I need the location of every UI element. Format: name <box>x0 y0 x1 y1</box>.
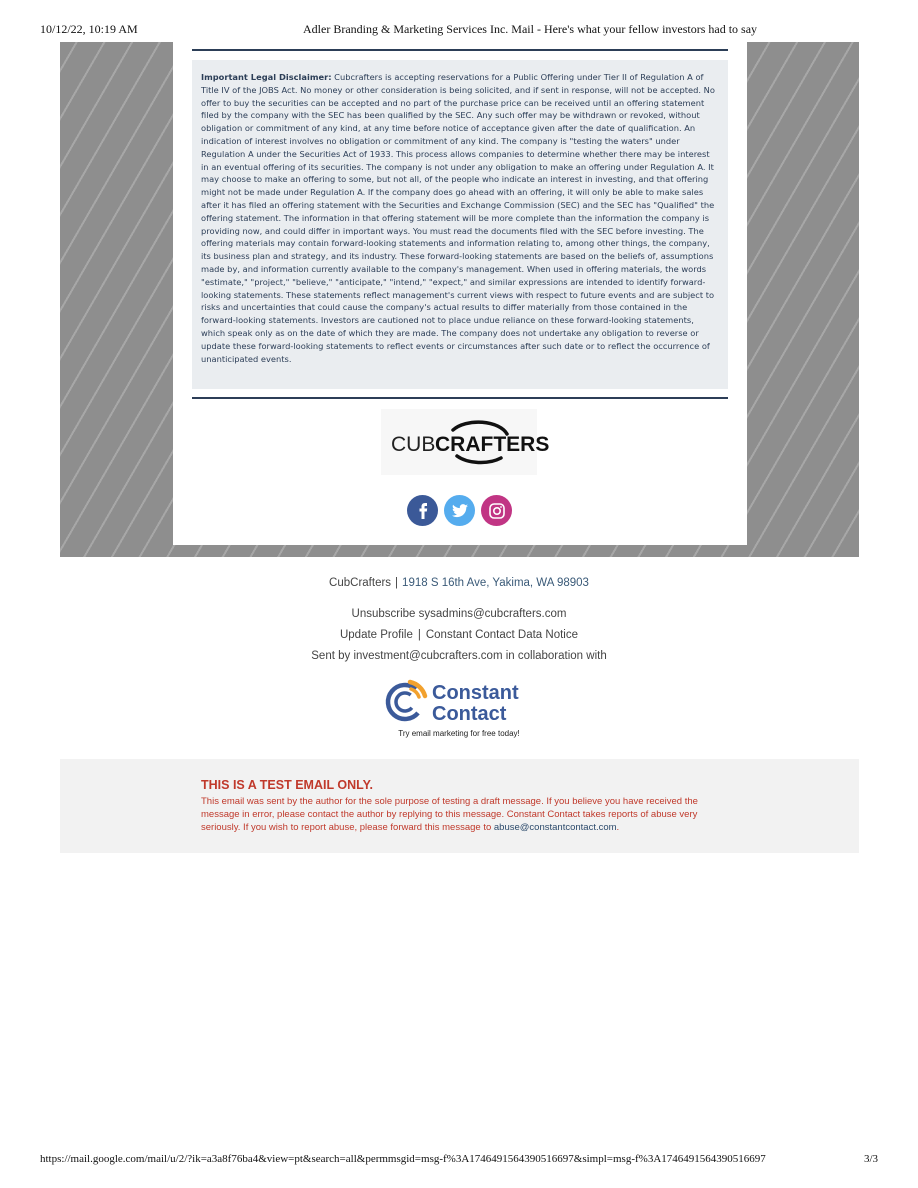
unsubscribe-email: sysadmins@cubcrafters.com <box>418 608 567 620</box>
divider-top <box>192 49 728 51</box>
test-email-text: This email was sent by the author for the sole purpose of testing a draft message. If you believe you have received the message in error, please contact the author by replying to this message. Constant Contact takes reports of abuse very seriously. If you wish to report abuse, please forward this message to <box>201 796 698 833</box>
company-address[interactable]: 1918 S 16th Ave, Yakima, WA 98903 <box>402 577 589 589</box>
abuse-email-link[interactable]: abuse@constantcontact.com <box>493 822 617 833</box>
test-email-end: . <box>616 822 620 833</box>
disclaimer-label: Important Legal Disclaimer: <box>201 72 332 82</box>
logo-text-cub: CUB <box>391 433 436 456</box>
logo-text-crafters: CRAFTERS <box>435 433 550 456</box>
print-url: https://mail.google.com/mail/u/2/?ik=a3a8f76ba4&view=pt&search=all&permmsgid=msg-f%3A1746491564390516697&simpl=msg-f%3A1746491564390516697 <box>40 1153 766 1165</box>
facebook-icon[interactable] <box>407 495 438 526</box>
disclaimer-text: Cubcrafters is accepting reservations for a Public Offering under Tier II of Regulation A of Title IV of the JOBS Act. No money or other consideration is being solicited, and if sent in response, will not be accepted. No offer to buy the securities can be accepted and no part of the purchase price can be received until an offering statement filed by the company with the SEC has been qualified by the SEC. Any such offer may be withdrawn or revoked, without obligation or commitment of any kind, at any time before notice of acceptance given after the date of qualification. An indication of interest involves no obligation or commitment of any kind. The company is "testing the waters" under Regulation A under the Securities Act of 1933. This process allows companies to determine whether there may be interest in an eventual offering of its securities. The company is not under any obligation to make an offering under Regulation A. It may choose to make an offering to some, but not all, of the people who indicate an interest in investing, and that offering might not be made under Regulation A. If the company does go ahead with an offering, it will only be able to make sales after it has filed an offering statement with the Securities and Exchange Commission (SEC) and the SEC has "Qualified" the offering statement. The information in that offering statement will be more complete than the information the company is providing now, and could differ in important ways. You must read the documents filed with the SEC before investing. The offering materials may contain forward-looking statements and information relating to, among other things, the company, its business plan and strategy, and its industry. These forward-looking statements are based on the beliefs of, assumptions made by, and information currently available to the company's management. When used in offering materials, the words "estimate," "project," "believe," "anticipate," "intend," "expect," and similar expressions are intended to identify forward-looking statements. These statements reflect management's current views with respect to future events and are subject to risks and uncertainties that could cause the company's actual results to differ materially from those contained in the forward-looking statements. Investors are cautioned not to place undue reliance on these forward-looking statements, which speak only as on the date of which they are made. The company does not undertake any obligation to reverse or update these forward-looking statements to reflect events or circumstances after such date or to reflect the occurrence of unanticipated events. <box>201 72 715 364</box>
divider-bottom <box>192 397 728 399</box>
legal-disclaimer <box>192 60 728 389</box>
company-address-line: CubCrafters | 1918 S 16th Ave, Yakima, WA 98903 <box>329 577 589 589</box>
unsubscribe-line <box>0 608 918 620</box>
cc-logo-word-constant: Constant <box>432 682 519 704</box>
test-email-body <box>201 795 731 834</box>
social-links <box>407 495 515 527</box>
update-profile-link[interactable]: Update Profile <box>339 629 413 641</box>
print-header <box>40 22 878 38</box>
twitter-icon[interactable] <box>444 495 475 526</box>
sent-by-line: Sent by investment@cubcrafters.com in collaboration with <box>311 650 607 662</box>
data-notice-link[interactable]: Constant Contact Data Notice <box>425 629 578 641</box>
email-content-card <box>173 42 747 545</box>
print-title: Adler Branding & Marketing Services Inc. Mail - Here's what your fellow investors had to say <box>303 22 758 36</box>
print-footer <box>40 1153 878 1169</box>
cc-tagline[interactable]: Try email marketing for free today! <box>398 729 520 738</box>
instagram-icon[interactable] <box>481 495 512 526</box>
cc-logo-word-contact: Contact <box>432 703 507 725</box>
test-email-notice <box>60 759 859 853</box>
cubcrafters-logo[interactable] <box>381 409 550 475</box>
test-email-title: THIS IS A TEST EMAIL ONLY. <box>201 778 374 792</box>
company-name: CubCrafters <box>329 577 392 589</box>
page-number: 3/3 <box>863 1153 878 1165</box>
unsubscribe-link[interactable]: Unsubscribe <box>351 608 416 620</box>
profile-line: Update Profile | Constant Contact Data Notice <box>339 629 578 641</box>
print-timestamp: 10/12/22, 10:19 AM <box>40 22 138 36</box>
constant-contact-logo[interactable] <box>384 678 536 726</box>
